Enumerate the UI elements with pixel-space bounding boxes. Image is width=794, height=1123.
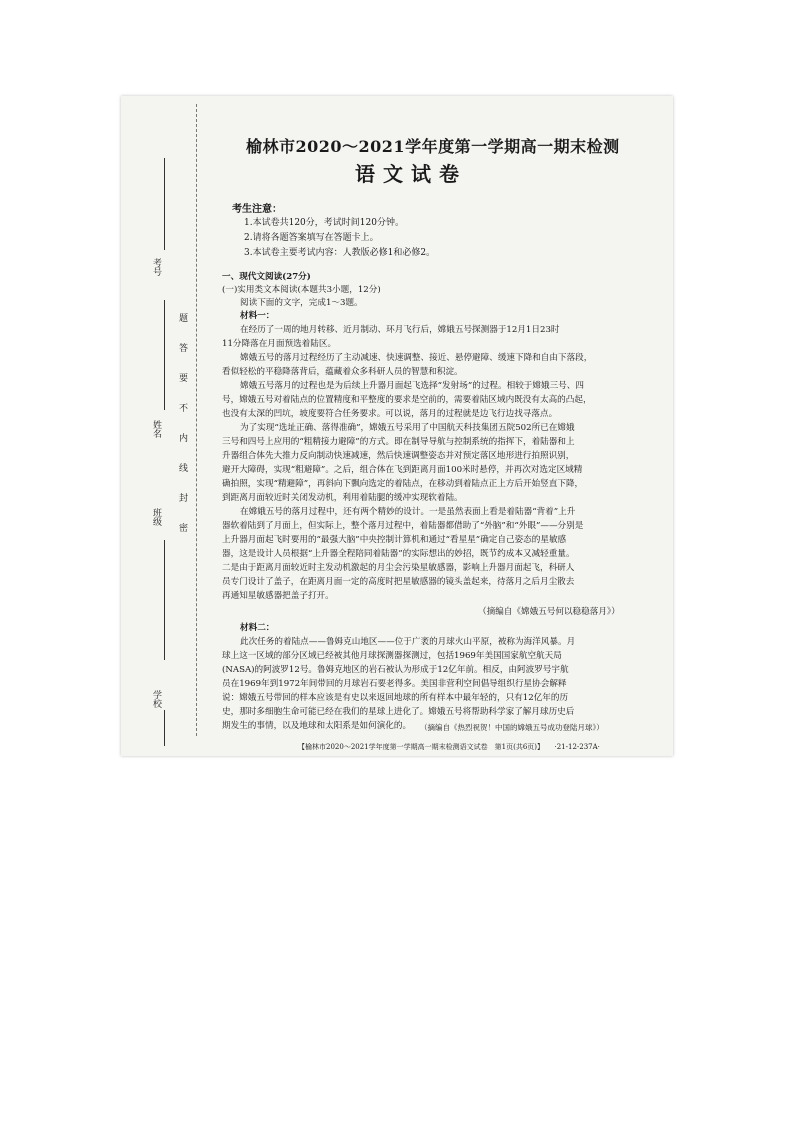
material-two-line: 史，那时多细胞生命可能已经在我们的星球上进化了。嫦娥五号将帮助科学家了解月球历史后 bbox=[222, 707, 575, 717]
binding-line bbox=[164, 300, 165, 410]
material-one-line: 11分降落在月面预选着陆区。 bbox=[222, 339, 337, 349]
binding-line bbox=[164, 540, 165, 660]
material-one-source: （摘编自《嫦娥五号何以稳稳落月》） bbox=[478, 607, 620, 617]
notice-item: 1.本试卷共120分，考试时间120分钟。 bbox=[244, 218, 404, 228]
binding-line bbox=[164, 158, 165, 250]
material-one-line: 也没有太深的凹坑，坡度要符合任务要求。可以说，落月的过程就是边飞行边找寻落点。 bbox=[222, 409, 558, 419]
material-one-line: 员专门设计了盖子，在距离月面一定的高度时把星敏感器的镜头盖起来，待落月之后月尘散去 bbox=[222, 577, 575, 587]
material-one-line: 嫦娥五号落月的过程也是为后续上升器月面起飞选择“发射场”的过程。相较于嫦娥三号、四 bbox=[240, 381, 584, 391]
seal-char: 内 bbox=[179, 434, 189, 444]
seal-char: 线 bbox=[179, 464, 189, 474]
seal-char: 要 bbox=[179, 374, 189, 384]
material-one-line: 再通知星敏感器把盖子打开。 bbox=[222, 591, 334, 601]
seal-char: 封 bbox=[179, 494, 189, 504]
material-one-line: 上升器月面起飞时要用的“最强大脑”中央控制计算机和通过“看星星”确定自己姿态的星敏感 bbox=[222, 535, 567, 545]
binding-label-school: 学校 bbox=[151, 690, 161, 708]
material-two-line: (NASA)的阿波罗12号。鲁姆克地区的岩石被认为形成于12亿年前。相反，由阿波罗号宇航 bbox=[222, 665, 569, 675]
material-one-line: 三号和四号上应用的“粗精接力避障”的方式。即在制导导航与控制系统的指挥下，着陆器和上 bbox=[222, 437, 575, 447]
material-two-line: 此次任务的着陆点——鲁姆克山地区——位于广袤的月球火山平原，被称为海洋风暴。月 bbox=[240, 637, 576, 647]
material-one-line: 在经历了一周的地月转移、近月制动、环月飞行后，嫦娥五号探测器于12月1日23时 bbox=[240, 325, 560, 335]
material-one-line: 升器组合体先大推力反向制动快速减速，然后快速调整姿态并对预定落区地形进行拍照识别， bbox=[222, 451, 575, 461]
binding-label-exam-number: 考号 bbox=[151, 258, 161, 276]
binding-label-class: 班级 bbox=[151, 508, 161, 526]
material-one-line: 器软着陆到了月面上，但实际上，整个落月过程中，着陆器都借助了“外脑”和“外眼”——分别是 bbox=[222, 521, 584, 531]
material-one-line: 器，这是设计人员根据“上升器全程陪同着陆器”的实际想出的妙招，既节约成本又减轻重量。 bbox=[222, 549, 575, 559]
exam-title: 榆林市2020～2021学年度第一学期高一期末检测 bbox=[246, 137, 620, 156]
binding-line bbox=[164, 710, 165, 746]
exam-subject-title: 语文试卷 bbox=[355, 162, 467, 186]
notice-heading: 考生注意： bbox=[232, 204, 282, 215]
material-two-source: （摘编自《热烈祝贺！中国的嫦娥五号成功登陆月球》） bbox=[420, 723, 604, 732]
reading-instruction: 阅读下面的文字，完成1～3题。 bbox=[240, 298, 363, 308]
material-two-line: 球上这一区域的部分区域已经被其他月球探测器探测过，包括1969年美国国家航空航天局 bbox=[222, 651, 562, 661]
seal-char: 密 bbox=[179, 524, 189, 534]
section-heading: 一、现代文阅读(27分) bbox=[222, 272, 311, 282]
material-one-line: 二是由于距离月面较近时主发动机激起的月尘会污染星敏感器，影响上升器月面起飞，科研人 bbox=[222, 563, 575, 573]
notice-item: 3.本试卷主要考试内容：人教版必修1和必修2。 bbox=[244, 248, 436, 258]
material-two-label: 材料二： bbox=[240, 623, 275, 633]
seal-char: 答 bbox=[179, 344, 189, 354]
sub-section-heading: (一)实用类文本阅读(本题共3小题，12分) bbox=[222, 285, 381, 295]
seal-char: 不 bbox=[179, 404, 189, 414]
material-one-label: 材料一： bbox=[240, 311, 275, 321]
binding-dashed-line bbox=[196, 104, 197, 736]
binding-label-name: 姓名 bbox=[151, 420, 161, 438]
material-two-line: 说：嫦娥五号带回的样本应该是有史以来返回地球的所有样本中最年轻的，只有12亿年的历 bbox=[222, 693, 569, 703]
material-one-line: 号，嫦娥五号对着陆点的位置精度和平整度的要求是空前的，需要着陆区域内既没有太高的凸起， bbox=[222, 395, 592, 405]
material-one-line: 看似轻松的平稳降落背后，蕴藏着众多科研人员的智慧和积淀。 bbox=[222, 367, 463, 377]
material-one-line: 嫦娥五号的落月过程经历了主动减速、快速调整、接近、悬停避障、缓速下降和自由下落段， bbox=[240, 353, 593, 363]
material-one-line: 到距离月面较近时关闭发动机，利用着陆腿的缓冲实现软着陆。 bbox=[222, 493, 463, 503]
notice-item: 2.请将各题答案填写在答题卡上。 bbox=[244, 233, 379, 243]
material-one-line: 为了实现“选址正确、落得准确”，嫦娥五号采用了中国航天科技集团五院502所已在嫦娥 bbox=[240, 423, 575, 433]
material-one-line: 在嫦娥五号的落月过程中，还有两个精妙的设计。一是虽然表面上看是着陆器“背着”上升 bbox=[240, 507, 576, 517]
material-two-line: 员在1969年到1972年间带回的月球岩石要老得多。美国非营利空间倡导组织行星协会解释 bbox=[222, 679, 567, 689]
material-one-line: 确拍照，实现“精避障”，再斜向下飘向选定的着陆点，在移动到着陆点正上方后开始竖直下降， bbox=[222, 479, 584, 489]
material-two-line: 期发生的事情，以及地球和太阳系是如何演化的。 bbox=[222, 721, 412, 731]
page-footer: 【榆林市2020～2021学年度第一学期高一期末检测语文试卷 第1页(共6页)】 ·21-12-237A· bbox=[298, 743, 600, 751]
material-one-line: 避开大障碍，实现“粗避障”。之后，组合体在飞到距离月面100米时悬停，并再次对选定区域精 bbox=[222, 465, 583, 475]
seal-char: 题 bbox=[179, 314, 189, 324]
